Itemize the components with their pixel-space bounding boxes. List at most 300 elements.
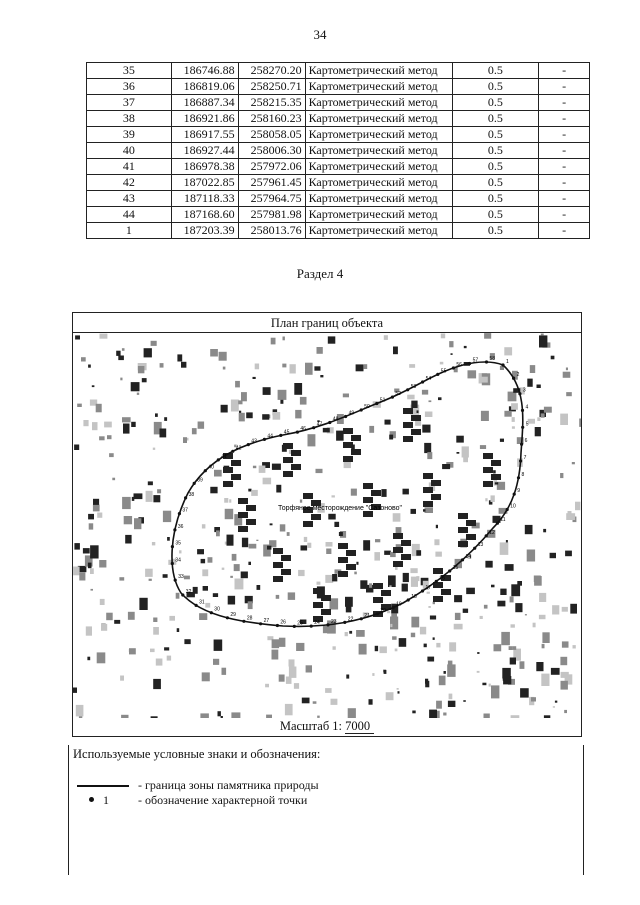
characteristic-point-marker	[181, 593, 184, 596]
map-pattern-cell	[294, 383, 302, 395]
map-pattern-cell	[192, 428, 197, 434]
legend	[68, 745, 584, 875]
map-pattern-cell	[385, 420, 391, 425]
characteristic-point-marker	[310, 625, 313, 628]
map-pattern-cell	[412, 711, 415, 714]
map-pattern-cell	[351, 435, 361, 441]
map-pattern-cell	[97, 513, 102, 518]
accuracy-cell: 0.5	[452, 111, 539, 127]
map-pattern-cell	[122, 348, 125, 351]
map-pattern-cell	[125, 535, 131, 544]
map-pattern-cell	[369, 426, 374, 433]
map-pattern-cell	[229, 499, 231, 502]
map-pattern-cell	[314, 366, 320, 370]
map-pattern-cell	[483, 453, 493, 459]
map-pattern-cell	[360, 580, 367, 589]
map-pattern-cell	[184, 639, 190, 644]
map-pattern-cell	[294, 683, 299, 689]
map-pattern-cell	[338, 557, 348, 563]
map-pattern-cell	[369, 699, 373, 705]
map-pattern-cell	[289, 659, 295, 666]
map-pattern-cell	[458, 527, 468, 533]
map-pattern-cell	[256, 540, 258, 541]
map-pattern-cell	[332, 574, 337, 581]
extra-cell: -	[539, 175, 590, 191]
map-pattern-cell	[510, 596, 514, 602]
map-pattern-cell	[308, 434, 316, 446]
x-coordinate-cell: 187022.85	[171, 175, 238, 191]
map-pattern-cell	[510, 658, 516, 665]
characteristic-point-label: 52	[395, 391, 401, 398]
extra-cell: -	[539, 223, 590, 239]
map-pattern-cell	[148, 481, 153, 485]
map-pattern-cell	[561, 681, 568, 690]
map-pattern-cell	[74, 445, 79, 451]
map-pattern-cell	[157, 489, 161, 493]
map-pattern-cell	[449, 642, 456, 651]
map-pattern-cell	[153, 448, 155, 450]
map-pattern-cell	[151, 341, 157, 346]
map-pattern-cell	[441, 589, 451, 595]
accuracy-cell: 0.5	[452, 175, 539, 191]
y-coordinate-cell: 257961.45	[238, 175, 305, 191]
map-pattern-cell	[551, 356, 555, 360]
map-pattern-cell	[433, 637, 435, 640]
map-pattern-cell	[363, 483, 373, 489]
map-pattern-cell	[272, 464, 281, 470]
map-pattern-cell	[483, 481, 493, 487]
map-pattern-cell	[317, 716, 320, 718]
map-pattern-cell	[346, 564, 356, 570]
map-pattern-cell	[253, 377, 256, 379]
map-pattern-cell	[424, 443, 431, 453]
characteristic-point-label: 8	[521, 471, 525, 478]
map-pattern-cell	[466, 520, 476, 526]
map-pattern-cell	[231, 712, 240, 718]
map-pattern-cell	[566, 392, 572, 396]
map-pattern-cell	[533, 623, 536, 628]
characteristic-point-label: 12	[489, 529, 495, 536]
map-pattern-cell	[235, 579, 244, 590]
map-pattern-cell	[301, 545, 308, 550]
map-pattern-cell	[423, 509, 426, 512]
map-pattern-cell	[123, 424, 130, 434]
map-pattern-cell	[543, 529, 546, 532]
map-pattern-cell	[493, 470, 496, 473]
point-number-cell: 40	[87, 143, 172, 159]
map-pattern-cell	[295, 410, 301, 419]
x-coordinate-cell: 186917.55	[171, 127, 238, 143]
map-pattern-cell	[427, 657, 434, 662]
extra-cell: -	[539, 159, 590, 175]
characteristic-point-label: 5	[525, 421, 529, 428]
map-pattern-cell	[451, 353, 453, 355]
map-pattern-cell	[339, 532, 343, 536]
characteristic-point-label: 24	[314, 620, 320, 627]
map-pattern-cell	[225, 509, 234, 519]
characteristic-point-marker	[435, 580, 438, 583]
map-pattern-cell	[539, 593, 546, 602]
method-cell: Картометрический метод	[305, 143, 452, 159]
plan-frame	[72, 312, 582, 737]
boundary-map-svg	[73, 333, 581, 718]
legend-title: Используемые условные знаки и обозначения:	[73, 747, 321, 761]
characteristic-point-label: 7	[523, 455, 527, 461]
characteristic-point-label: 22	[347, 616, 354, 623]
y-coordinate-cell: 258270.20	[238, 63, 305, 79]
map-pattern-cell	[267, 546, 271, 550]
map-pattern-cell	[265, 684, 269, 688]
map-pattern-cell	[428, 606, 430, 608]
map-pattern-cell	[539, 615, 546, 619]
map-pattern-cell	[303, 521, 313, 527]
characteristic-point-marker	[217, 458, 220, 461]
map-pattern-cell	[480, 616, 483, 619]
boundary-map	[73, 333, 581, 718]
map-pattern-cell	[566, 368, 568, 371]
map-pattern-cell	[325, 575, 333, 583]
map-pattern-cell	[427, 592, 430, 594]
map-pattern-cell	[134, 493, 143, 499]
map-pattern-cell	[541, 413, 545, 417]
y-coordinate-cell: 257964.75	[238, 191, 305, 207]
map-pattern-cell	[77, 404, 82, 407]
map-pattern-cell	[425, 681, 429, 688]
characteristic-point-label: 48	[332, 416, 339, 423]
scale-text	[73, 719, 581, 734]
characteristic-point-marker	[436, 373, 439, 376]
characteristic-point-marker	[376, 612, 379, 615]
map-pattern-cell	[447, 664, 455, 677]
map-pattern-cell	[411, 509, 417, 514]
map-pattern-cell	[456, 436, 464, 443]
map-pattern-cell	[124, 516, 132, 524]
map-pattern-cell	[232, 554, 237, 561]
extra-cell: -	[539, 127, 590, 143]
characteristic-point-marker	[178, 512, 181, 515]
method-cell: Картометрический метод	[305, 63, 452, 79]
map-pattern-cell	[500, 589, 506, 595]
map-pattern-cell	[155, 413, 158, 417]
map-pattern-cell	[434, 539, 439, 545]
point-number-cell: 35	[87, 63, 172, 79]
map-pattern-cell	[359, 644, 367, 655]
map-pattern-cell	[285, 704, 293, 715]
characteristic-point-label: 27	[263, 617, 270, 624]
map-pattern-cell	[279, 675, 285, 682]
accuracy-cell: 0.5	[452, 191, 539, 207]
map-pattern-cell	[223, 367, 226, 370]
map-pattern-cell	[536, 662, 543, 671]
map-pattern-cell	[307, 543, 311, 548]
map-pattern-cell	[485, 561, 492, 568]
map-pattern-cell	[198, 422, 205, 429]
map-pattern-cell	[203, 586, 208, 591]
map-pattern-cell	[497, 601, 505, 607]
extra-cell: -	[539, 95, 590, 111]
map-pattern-cell	[332, 495, 335, 497]
map-pattern-cell	[485, 498, 487, 501]
characteristic-point-marker	[231, 450, 234, 453]
map-pattern-cell	[163, 574, 168, 578]
map-pattern-cell	[208, 557, 213, 563]
characteristic-point-marker	[263, 438, 266, 441]
map-pattern-cell	[551, 668, 560, 675]
map-pattern-cell	[429, 400, 432, 402]
map-pattern-cell	[144, 348, 152, 357]
map-pattern-cell	[246, 519, 256, 525]
map-pattern-cell	[448, 661, 453, 666]
map-pattern-cell	[422, 425, 430, 433]
map-pattern-cell	[221, 405, 228, 413]
characteristic-point-marker	[506, 508, 509, 511]
map-pattern-cell	[515, 603, 522, 612]
map-pattern-cell	[149, 579, 152, 581]
map-pattern-cell	[502, 668, 511, 679]
map-pattern-cell	[375, 646, 378, 651]
map-pattern-cell	[351, 449, 361, 455]
map-pattern-cell	[306, 665, 312, 672]
x-coordinate-cell: 186746.88	[171, 63, 238, 79]
map-pattern-cell	[112, 478, 115, 481]
characteristic-point-label: 36	[177, 523, 184, 530]
map-pattern-cell	[283, 471, 293, 477]
map-pattern-cell	[565, 551, 572, 557]
characteristic-point-label: 29	[230, 611, 236, 618]
map-background-pattern	[73, 333, 581, 718]
map-pattern-cell	[167, 656, 171, 661]
characteristic-point-marker	[518, 392, 521, 395]
characteristic-point-marker	[392, 606, 395, 609]
map-pattern-cell	[433, 602, 435, 605]
characteristic-point-label: 55	[440, 368, 447, 375]
map-pattern-cell	[541, 674, 549, 686]
map-pattern-cell	[520, 688, 529, 697]
map-pattern-cell	[494, 644, 502, 651]
map-pattern-cell	[279, 638, 286, 647]
map-pattern-cell	[255, 364, 259, 370]
map-pattern-cell	[343, 456, 353, 462]
map-pattern-cell	[257, 585, 261, 590]
characteristic-point-marker	[247, 443, 250, 446]
map-pattern-cell	[338, 543, 348, 549]
characteristic-point-marker	[452, 366, 455, 369]
map-pattern-cell	[109, 453, 114, 457]
table-row	[87, 175, 590, 191]
accuracy-cell: 0.5	[452, 95, 539, 111]
extra-cell: -	[539, 191, 590, 207]
map-pattern-cell	[343, 394, 349, 398]
map-pattern-cell	[527, 379, 532, 387]
map-pattern-cell	[75, 335, 80, 339]
map-pattern-cell	[423, 487, 433, 493]
map-pattern-cell	[438, 397, 442, 400]
map-pattern-cell	[425, 507, 434, 513]
map-pattern-cell	[227, 535, 234, 546]
characteristic-point-label: 34	[175, 557, 181, 564]
map-pattern-cell	[152, 542, 155, 545]
map-pattern-cell	[311, 514, 321, 520]
map-pattern-cell	[477, 652, 479, 654]
map-pattern-cell	[272, 650, 279, 660]
map-pattern-cell	[131, 382, 140, 391]
map-pattern-cell	[106, 613, 113, 621]
characteristic-point-marker	[343, 621, 346, 624]
map-pattern-cell	[160, 363, 164, 368]
map-pattern-cell	[431, 480, 441, 486]
map-pattern-cell	[403, 573, 409, 582]
y-coordinate-cell: 258160.23	[238, 111, 305, 127]
map-pattern-cell	[92, 385, 95, 387]
map-pattern-cell	[107, 435, 112, 439]
map-pattern-cell	[444, 671, 446, 674]
characteristic-point-label: 19	[396, 601, 402, 608]
map-pattern-cell	[393, 533, 403, 539]
map-pattern-cell	[411, 401, 417, 408]
map-pattern-cell	[164, 647, 169, 650]
map-pattern-cell	[336, 431, 344, 441]
map-pattern-cell	[283, 457, 293, 463]
map-pattern-cell	[122, 497, 131, 509]
map-pattern-cell	[74, 543, 80, 550]
table-row	[87, 207, 590, 223]
map-pattern-cell	[116, 351, 120, 356]
characteristic-point-label: 25	[297, 620, 303, 627]
map-pattern-cell	[537, 417, 540, 421]
table-row	[87, 191, 590, 207]
map-pattern-cell	[121, 715, 128, 718]
characteristic-point-label: 32	[185, 589, 192, 595]
point-number-cell: 41	[87, 159, 172, 175]
map-pattern-cell	[422, 390, 428, 395]
map-pattern-cell	[87, 657, 90, 661]
extra-cell: -	[539, 207, 590, 223]
map-pattern-cell	[317, 347, 323, 354]
characteristic-point-label: 14	[465, 553, 472, 560]
map-pattern-cell	[218, 711, 221, 716]
map-pattern-cell	[321, 609, 331, 615]
map-pattern-cell	[177, 354, 182, 361]
characteristic-point-label: 35	[175, 540, 181, 547]
characteristic-point-label: 41	[221, 453, 227, 460]
map-pattern-cell	[403, 436, 413, 442]
map-pattern-cell	[492, 691, 495, 695]
map-pattern-cell	[389, 585, 391, 587]
map-pattern-cell	[441, 334, 445, 339]
map-pattern-cell	[273, 576, 283, 582]
map-pattern-cell	[280, 400, 283, 404]
x-coordinate-cell: 187118.33	[171, 191, 238, 207]
characteristic-point-marker	[360, 408, 363, 411]
map-pattern-cell	[97, 652, 106, 663]
map-pattern-cell	[528, 419, 535, 424]
map-pattern-cell	[323, 626, 330, 633]
map-pattern-cell	[83, 548, 90, 553]
map-pattern-cell	[411, 429, 421, 435]
map-pattern-cell	[372, 673, 374, 676]
map-pattern-cell	[410, 568, 417, 573]
map-pattern-cell	[93, 499, 99, 505]
map-pattern-cell	[278, 390, 287, 400]
characteristic-point-label: 40	[208, 464, 214, 471]
map-pattern-cell	[458, 541, 468, 547]
map-pattern-cell	[210, 349, 218, 357]
map-pattern-cell	[114, 620, 120, 624]
characteristic-point-marker	[344, 415, 347, 418]
map-pattern-cell	[374, 552, 380, 561]
map-pattern-cell	[151, 716, 158, 718]
map-pattern-cell	[449, 341, 453, 347]
map-pattern-cell	[287, 532, 290, 536]
map-pattern-cell	[553, 706, 555, 708]
map-pattern-cell	[238, 526, 248, 532]
point-number-cell: 37	[87, 95, 172, 111]
point-number-cell: 39	[87, 127, 172, 143]
map-pattern-cell	[468, 370, 477, 378]
characteristic-point-label: 58	[489, 356, 496, 362]
point-symbol	[75, 792, 135, 808]
characteristic-point-label: 1	[506, 359, 509, 365]
map-pattern-cell	[138, 366, 145, 373]
map-pattern-cell	[183, 437, 187, 443]
map-pattern-cell	[238, 498, 248, 504]
map-pattern-cell	[101, 624, 107, 631]
accuracy-cell: 0.5	[452, 143, 539, 159]
x-coordinate-cell: 186887.34	[171, 95, 238, 111]
map-pattern-cell	[443, 713, 446, 716]
characteristic-point-marker	[468, 362, 471, 365]
characteristic-point-label: 39	[197, 477, 203, 484]
x-coordinate-cell: 186819.06	[171, 79, 238, 95]
map-pattern-cell	[423, 473, 433, 479]
map-pattern-cell	[156, 659, 163, 666]
x-coordinate-cell: 186927.44	[171, 143, 238, 159]
map-pattern-cell	[104, 422, 112, 428]
characteristic-point-label: 20	[380, 607, 386, 614]
characteristic-point-label: 11	[500, 517, 506, 524]
characteristic-point-marker	[448, 569, 451, 572]
map-pattern-cell	[122, 417, 131, 422]
map-pattern-cell	[305, 363, 313, 375]
extra-cell: -	[539, 63, 590, 79]
map-pattern-cell	[248, 601, 253, 609]
characteristic-point-marker	[171, 545, 174, 548]
map-pattern-cell	[128, 612, 135, 620]
map-pattern-cell	[373, 583, 383, 589]
characteristic-point-label: 15	[452, 565, 459, 571]
map-pattern-cell	[512, 417, 515, 422]
characteristic-point-marker	[360, 617, 363, 620]
characteristic-point-marker	[204, 469, 207, 472]
y-coordinate-cell: 258058.05	[238, 127, 305, 143]
map-pattern-cell	[403, 489, 409, 495]
map-pattern-cell	[93, 505, 100, 512]
map-pattern-cell	[273, 412, 281, 420]
map-pattern-cell	[219, 352, 227, 361]
map-pattern-cell	[313, 588, 323, 594]
map-pattern-cell	[213, 659, 219, 665]
page-number: 34	[313, 27, 327, 42]
map-pattern-cell	[354, 572, 357, 575]
map-pattern-cell	[424, 644, 427, 648]
map-pattern-cell	[416, 576, 419, 581]
map-pattern-cell	[177, 628, 180, 632]
map-pattern-cell	[223, 467, 233, 473]
map-pattern-cell	[560, 657, 567, 665]
map-pattern-cell	[326, 542, 333, 547]
map-pattern-cell	[89, 523, 94, 529]
map-pattern-cell	[281, 555, 291, 561]
